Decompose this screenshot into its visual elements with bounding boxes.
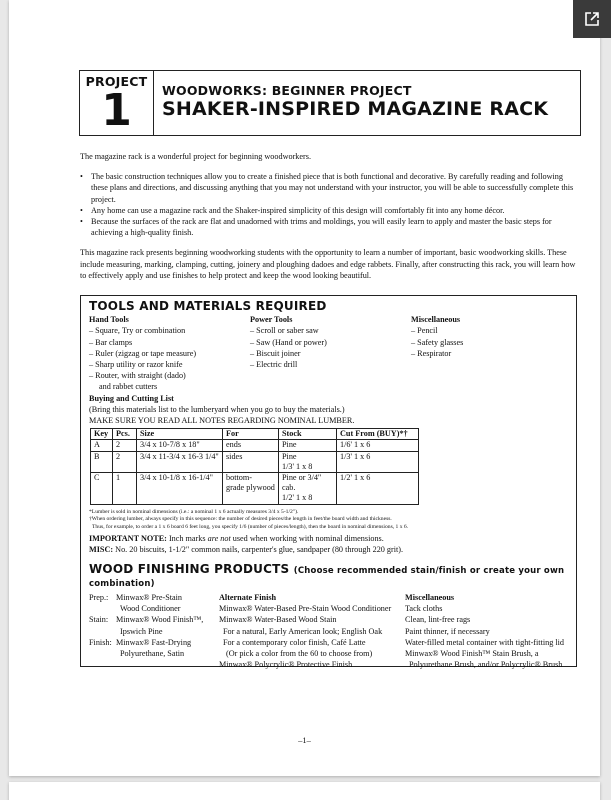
misc-tool-item: – Safety glasses — [411, 337, 464, 347]
intro-bullet: • The basic construction techniques allow you to create a finished piece that is both functional and decorative. By carefully reading and following these plans and directions, and discussing anything that you may not understand with your instructor, you will be able to successfully complete this project. — [80, 171, 580, 205]
table-cell: sides — [223, 451, 279, 472]
table-row — [91, 440, 419, 451]
table-cell: bottom- grade plywood — [223, 473, 279, 505]
finishing-note: (Choose recommended stain/finish or create your own combination) — [89, 565, 565, 589]
finishing-misc-item: Paint thinner, if necessary — [405, 626, 490, 636]
footnote: †When ordering lumber, always specify in this sequence: the number of desired pieces/the length in feet/the board width and thickness. — [89, 516, 392, 523]
table-cell: 1 — [113, 473, 137, 505]
finishing-product-value: Wood Conditioner — [120, 604, 181, 614]
misc-tool-item: – Respirator — [411, 348, 452, 358]
hand-tool-item: – Ruler (zigzag or tape measure) — [89, 348, 197, 358]
finishing-product-label: Prep.: — [89, 592, 109, 602]
important-label: IMPORTANT NOTE: — [89, 534, 167, 544]
hand-tools-column — [89, 314, 250, 392]
important-text-a: Inch marks — [168, 534, 206, 544]
alternate-finish-column — [219, 592, 405, 670]
finishing-misc-item: Minwax® Wood Finish™ Stain Brush, a — [405, 648, 539, 658]
intro-bullet: • Because the surfaces of the rack are flat and unadorned with trims and moldings, you will easily learn to apply and master the basic steps for achieving a high-quality finish. — [80, 216, 580, 238]
alternate-finish-item: Minwax® Water-Based Pre-Stain Wood Conditioner — [219, 604, 392, 614]
table-cell: 3/4 x 11-3/4 x 16-3 1/4" — [137, 451, 223, 472]
table-cell: ends — [223, 440, 279, 451]
buying-heading: Buying and Cutting List — [89, 393, 174, 403]
table-row — [91, 473, 419, 505]
hand-tools-heading: Hand Tools — [89, 315, 129, 325]
intro-closing: This magazine rack presents beginning woodworking students with the opportunity to learn a number of important, basic woodworking skills. These include measuring, marking, clamping, cutting, joinery and ploughing dadoes and edge rabbets. Finally, after constructing this rack, you will learn how to effectively apply and use finishes to help protect and keep the wood looking beautiful. — [80, 248, 576, 280]
table-cell: 1/3' 1 x 6 — [337, 451, 419, 472]
cutting-list-table — [90, 428, 419, 504]
footnote: Thus, for example, to order a 1 x 6 board 6 feet long, you specify 1/6 (number of pieces/length), then the board in nominal dimensions, 1 x 6. — [92, 523, 409, 530]
alternate-finish-item: For a natural, Early American look; English Oak — [223, 626, 383, 636]
finishing-title-text: WOOD FINISHING PRODUCTS — [89, 561, 290, 576]
hand-tool-item: – Square, Try or combination — [89, 326, 186, 336]
footnote: *Lumber is sold in nominal dimensions (i.e.: a nominal 1 x 6 actually measures 3/4 x 5-1/2"). — [89, 508, 299, 515]
finishing-product-value: Minwax® Wood Finish™, — [116, 615, 204, 625]
document-page — [9, 0, 600, 776]
table-cell: 3/4 x 10-1/8 x 16-1/4" — [137, 473, 223, 505]
finishing-product-label — [89, 626, 116, 637]
column-header: Pcs. — [113, 429, 137, 440]
power-tool-item: – Biscuit joiner — [250, 348, 301, 358]
intro-lead: The magazine rack is a wonderful project for beginning woodworkers. — [80, 152, 311, 161]
finishing-product-row — [89, 592, 219, 603]
next-page-edge — [9, 782, 600, 800]
table-cell: 2 — [113, 440, 137, 451]
finishing-misc-item: Clean, lint-free rags — [405, 615, 471, 625]
buying-instruction: (Bring this materials list to the lumberyard when you go to buy the materials.) — [89, 404, 345, 414]
tools-columns — [89, 314, 568, 392]
table-cell: 2 — [113, 451, 137, 472]
finishing-product-label — [89, 603, 116, 614]
project-header — [79, 70, 581, 136]
project-number: 1 — [101, 85, 132, 136]
table-cell: 1/2' 1 x 6 — [337, 473, 419, 505]
column-header: Size — [137, 429, 223, 440]
table-cell: Pine — [279, 440, 337, 451]
page-title: SHAKER-INSPIRED MAGAZINE RACK — [162, 98, 549, 120]
finishing-title — [89, 561, 568, 590]
table-cell: B — [91, 451, 113, 472]
project-label: PROJECT — [85, 74, 148, 89]
project-subtitle: WOODWORKS: BEGINNER PROJECT — [162, 83, 412, 98]
column-header: Key — [91, 429, 113, 440]
intro-bullets — [80, 171, 580, 238]
misc-text: No. 20 biscuits, 1-1/2" common nails, carpenter's glue, sandpaper (80 through 220 grit). — [115, 545, 404, 555]
hand-tool-item-continuation: and rabbet cutters — [99, 382, 158, 392]
finishing-product-label: Stain: — [89, 615, 109, 625]
alternate-finish-item: Minwax® Water-Based Wood Stain — [219, 615, 337, 625]
hand-tool-item: – Sharp utility or razor knife — [89, 360, 183, 370]
tools-materials-box — [80, 295, 577, 670]
table-cell: Pine 1/3' 1 x 8 — [279, 451, 337, 472]
finishing-product-label — [89, 648, 116, 659]
table-cell: 1/6' 1 x 6 — [337, 440, 419, 451]
finishing-misc-column — [405, 592, 568, 670]
external-link-icon — [585, 12, 599, 26]
power-tool-item: – Saw (Hand or power) — [250, 337, 327, 347]
column-header: Stock — [279, 429, 337, 440]
intro-bullet: • Any home can use a magazine rack and the Shaker-inspired simplicity of this design will comfortably fit into any home décor. — [80, 205, 580, 216]
hand-tool-item: – Router, with straight (dado) — [89, 371, 186, 381]
alternate-finish-item: (Or pick a color from the 60 to choose from) — [226, 648, 373, 658]
power-tool-item: – Electric drill — [250, 360, 298, 370]
finishing-product-value: Ipswich Pine — [120, 626, 163, 636]
misc-tools-column — [411, 314, 561, 392]
power-tools-column — [250, 314, 411, 392]
finishing-misc-item: Polyurethane Brush, and/or Polycrylic® Brush — [409, 660, 563, 670]
table-cell: 3/4 x 10-7/8 x 18" — [137, 440, 223, 451]
power-tools-heading: Power Tools — [250, 315, 293, 325]
alternate-finish-item: For a contemporary color finish, Café Latte — [223, 637, 366, 647]
important-note — [89, 533, 568, 544]
finishing-misc-item: Water-filled metal container with tight-fitting lid — [405, 637, 565, 647]
table-cell: Pine or 3/4" cab. 1/2' 1 x 8 — [279, 473, 337, 505]
important-text-b: used when working with nominal dimensions. — [232, 534, 384, 544]
misc-tools-heading: Miscellaneous — [411, 315, 461, 325]
open-external-button[interactable] — [573, 0, 611, 38]
misc-tool-item: – Pencil — [411, 326, 438, 336]
finishing-misc-item: Tack cloths — [405, 604, 443, 614]
finishing-columns — [89, 592, 568, 670]
page-number: –1– — [298, 735, 311, 745]
alternate-finish-item: Minwax® Polycrylic® Protective Finish — [219, 660, 353, 670]
table-cell: C — [91, 473, 113, 505]
misc-supplies — [89, 544, 568, 555]
column-header: Cut From (BUY)*† — [337, 429, 419, 440]
finishing-product-row — [89, 626, 219, 637]
alternate-finish-heading: Alternate Finish — [219, 592, 277, 602]
misc-label: MISC: — [89, 545, 114, 555]
table-row — [91, 451, 419, 472]
table-cell: A — [91, 440, 113, 451]
project-number-box — [80, 71, 154, 135]
hand-tool-item: – Bar clamps — [89, 337, 133, 347]
finishing-product-row — [89, 637, 219, 648]
column-header: For — [223, 429, 279, 440]
table-header-row — [91, 429, 419, 440]
power-tool-item: – Scroll or saber saw — [250, 326, 319, 336]
finishing-product-value: Minwax® Pre-Stain — [116, 592, 183, 602]
tools-title: TOOLS AND MATERIALS REQUIRED — [89, 299, 327, 313]
finishing-product-row — [89, 603, 219, 614]
finishing-product-value: Minwax® Fast-Drying — [116, 637, 192, 647]
finishing-primary-column — [89, 592, 219, 670]
finishing-product-row — [89, 614, 219, 625]
finishing-product-value: Polyurethane, Satin — [120, 648, 185, 658]
finishing-product-label: Finish: — [89, 637, 112, 647]
finishing-misc-heading: Miscellaneous — [405, 592, 455, 602]
finishing-product-row — [89, 648, 219, 659]
intro-section — [80, 151, 580, 290]
nominal-lumber-warning: MAKE SURE YOU READ ALL NOTES REGARDING NOMINAL LUMBER. — [89, 416, 355, 426]
important-emphasis: are not — [207, 534, 231, 544]
